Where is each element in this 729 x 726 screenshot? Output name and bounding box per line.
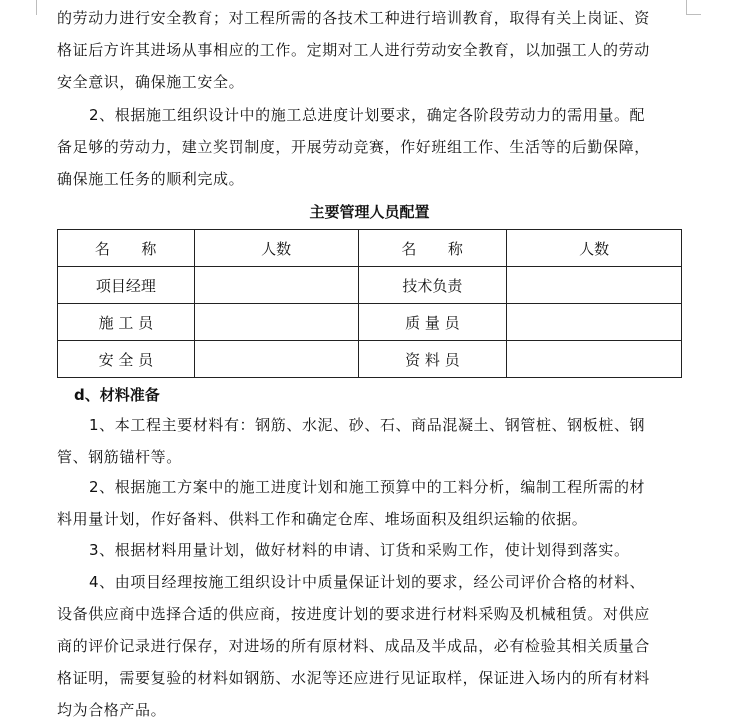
- text-line: 备足够的劳动力，建立奖罚制度，开展劳动竞赛，作好班组工作、生活等的后勤保障，: [57, 138, 650, 156]
- text-line: 的劳动力进行安全教育；对工程所需的各技术工种进行培训教育，取得有关上岗证、资: [57, 9, 650, 27]
- staff-table: [57, 229, 682, 378]
- text-line: 3、根据材料用量计划，做好材料的申请、订货和采购工作，使计划得到落实。: [89, 541, 630, 559]
- text-line: 格证后方许其进场从事相应的工作。定期对工人进行劳动安全教育，以加强工人的劳动: [57, 41, 650, 59]
- margin-corner-mark-right: [686, 0, 701, 15]
- paragraph-material-ordering: [57, 534, 667, 566]
- text-line: 2、根据施工方案中的施工进度计划和施工预算中的工料分析，编制工程所需的材: [89, 478, 646, 496]
- table-title: 主要管理人员配置: [309, 203, 430, 221]
- paragraph-labor-safety: [57, 2, 667, 98]
- text-line: 设备供应商中选择合适的供应商，按进度计划的要求进行材料采购及机械租赁。对供应: [57, 605, 650, 623]
- table-row: [58, 341, 682, 378]
- section-heading-materials: d、材料准备: [74, 386, 160, 404]
- table-cell: 技术负责: [358, 267, 507, 304]
- text-line: 2、根据施工组织设计中的施工总进度计划要求，确定各阶段劳动力的需用量。配: [89, 106, 646, 124]
- header-cell: 人数: [194, 230, 358, 267]
- paragraph-materials-list: [57, 409, 667, 473]
- text-line: 商的评价记录进行保存，对进场的所有原材料、成品及半成品，必有检验其相关质量合: [57, 637, 650, 655]
- table-row: [58, 304, 682, 341]
- paragraph-supplier-selection: [57, 566, 667, 726]
- margin-corner-mark-left: [36, 0, 37, 15]
- header-cell: 名 称: [358, 230, 507, 267]
- text-line: 料用量计划，作好备料、供料工作和确定仓库、堆场面积及组织运输的依据。: [57, 510, 588, 528]
- table-cell: 施 工 员: [58, 304, 195, 341]
- table-cell: [194, 341, 358, 378]
- table-cell: 项目经理: [58, 267, 195, 304]
- table-cell: [507, 304, 682, 341]
- table-cell: [194, 267, 358, 304]
- text-line: 1、本工程主要材料有：钢筋、水泥、砂、石、商品混凝土、钢管桩、钢板桩、钢: [89, 416, 646, 434]
- table-cell: 质 量 员: [358, 304, 507, 341]
- table-cell: 资 料 员: [358, 341, 507, 378]
- paragraph-labor-plan: [57, 99, 667, 195]
- table-cell: [507, 341, 682, 378]
- text-line: 管、钢筋锚杆等。: [57, 448, 182, 466]
- table-cell: 安 全 员: [58, 341, 195, 378]
- text-line: 安全意识，确保施工安全。: [57, 73, 245, 91]
- text-line: 均为合格产品。: [57, 701, 167, 719]
- text-line: 确保施工任务的顺利完成。: [57, 170, 245, 188]
- text-line: 4、由项目经理按施工组织设计中质量保证计划的要求，经公司评价合格的材料、: [89, 573, 646, 591]
- table-header-row: [58, 230, 682, 267]
- paragraph-material-plan: [57, 471, 667, 535]
- header-cell: 名 称: [58, 230, 195, 267]
- table-cell: [507, 267, 682, 304]
- header-cell: 人数: [507, 230, 682, 267]
- table-cell: [194, 304, 358, 341]
- text-line: 格证明，需要复验的材料如钢筋、水泥等还应进行见证取样，保证进入场内的所有材料: [57, 669, 650, 687]
- table-row: [58, 267, 682, 304]
